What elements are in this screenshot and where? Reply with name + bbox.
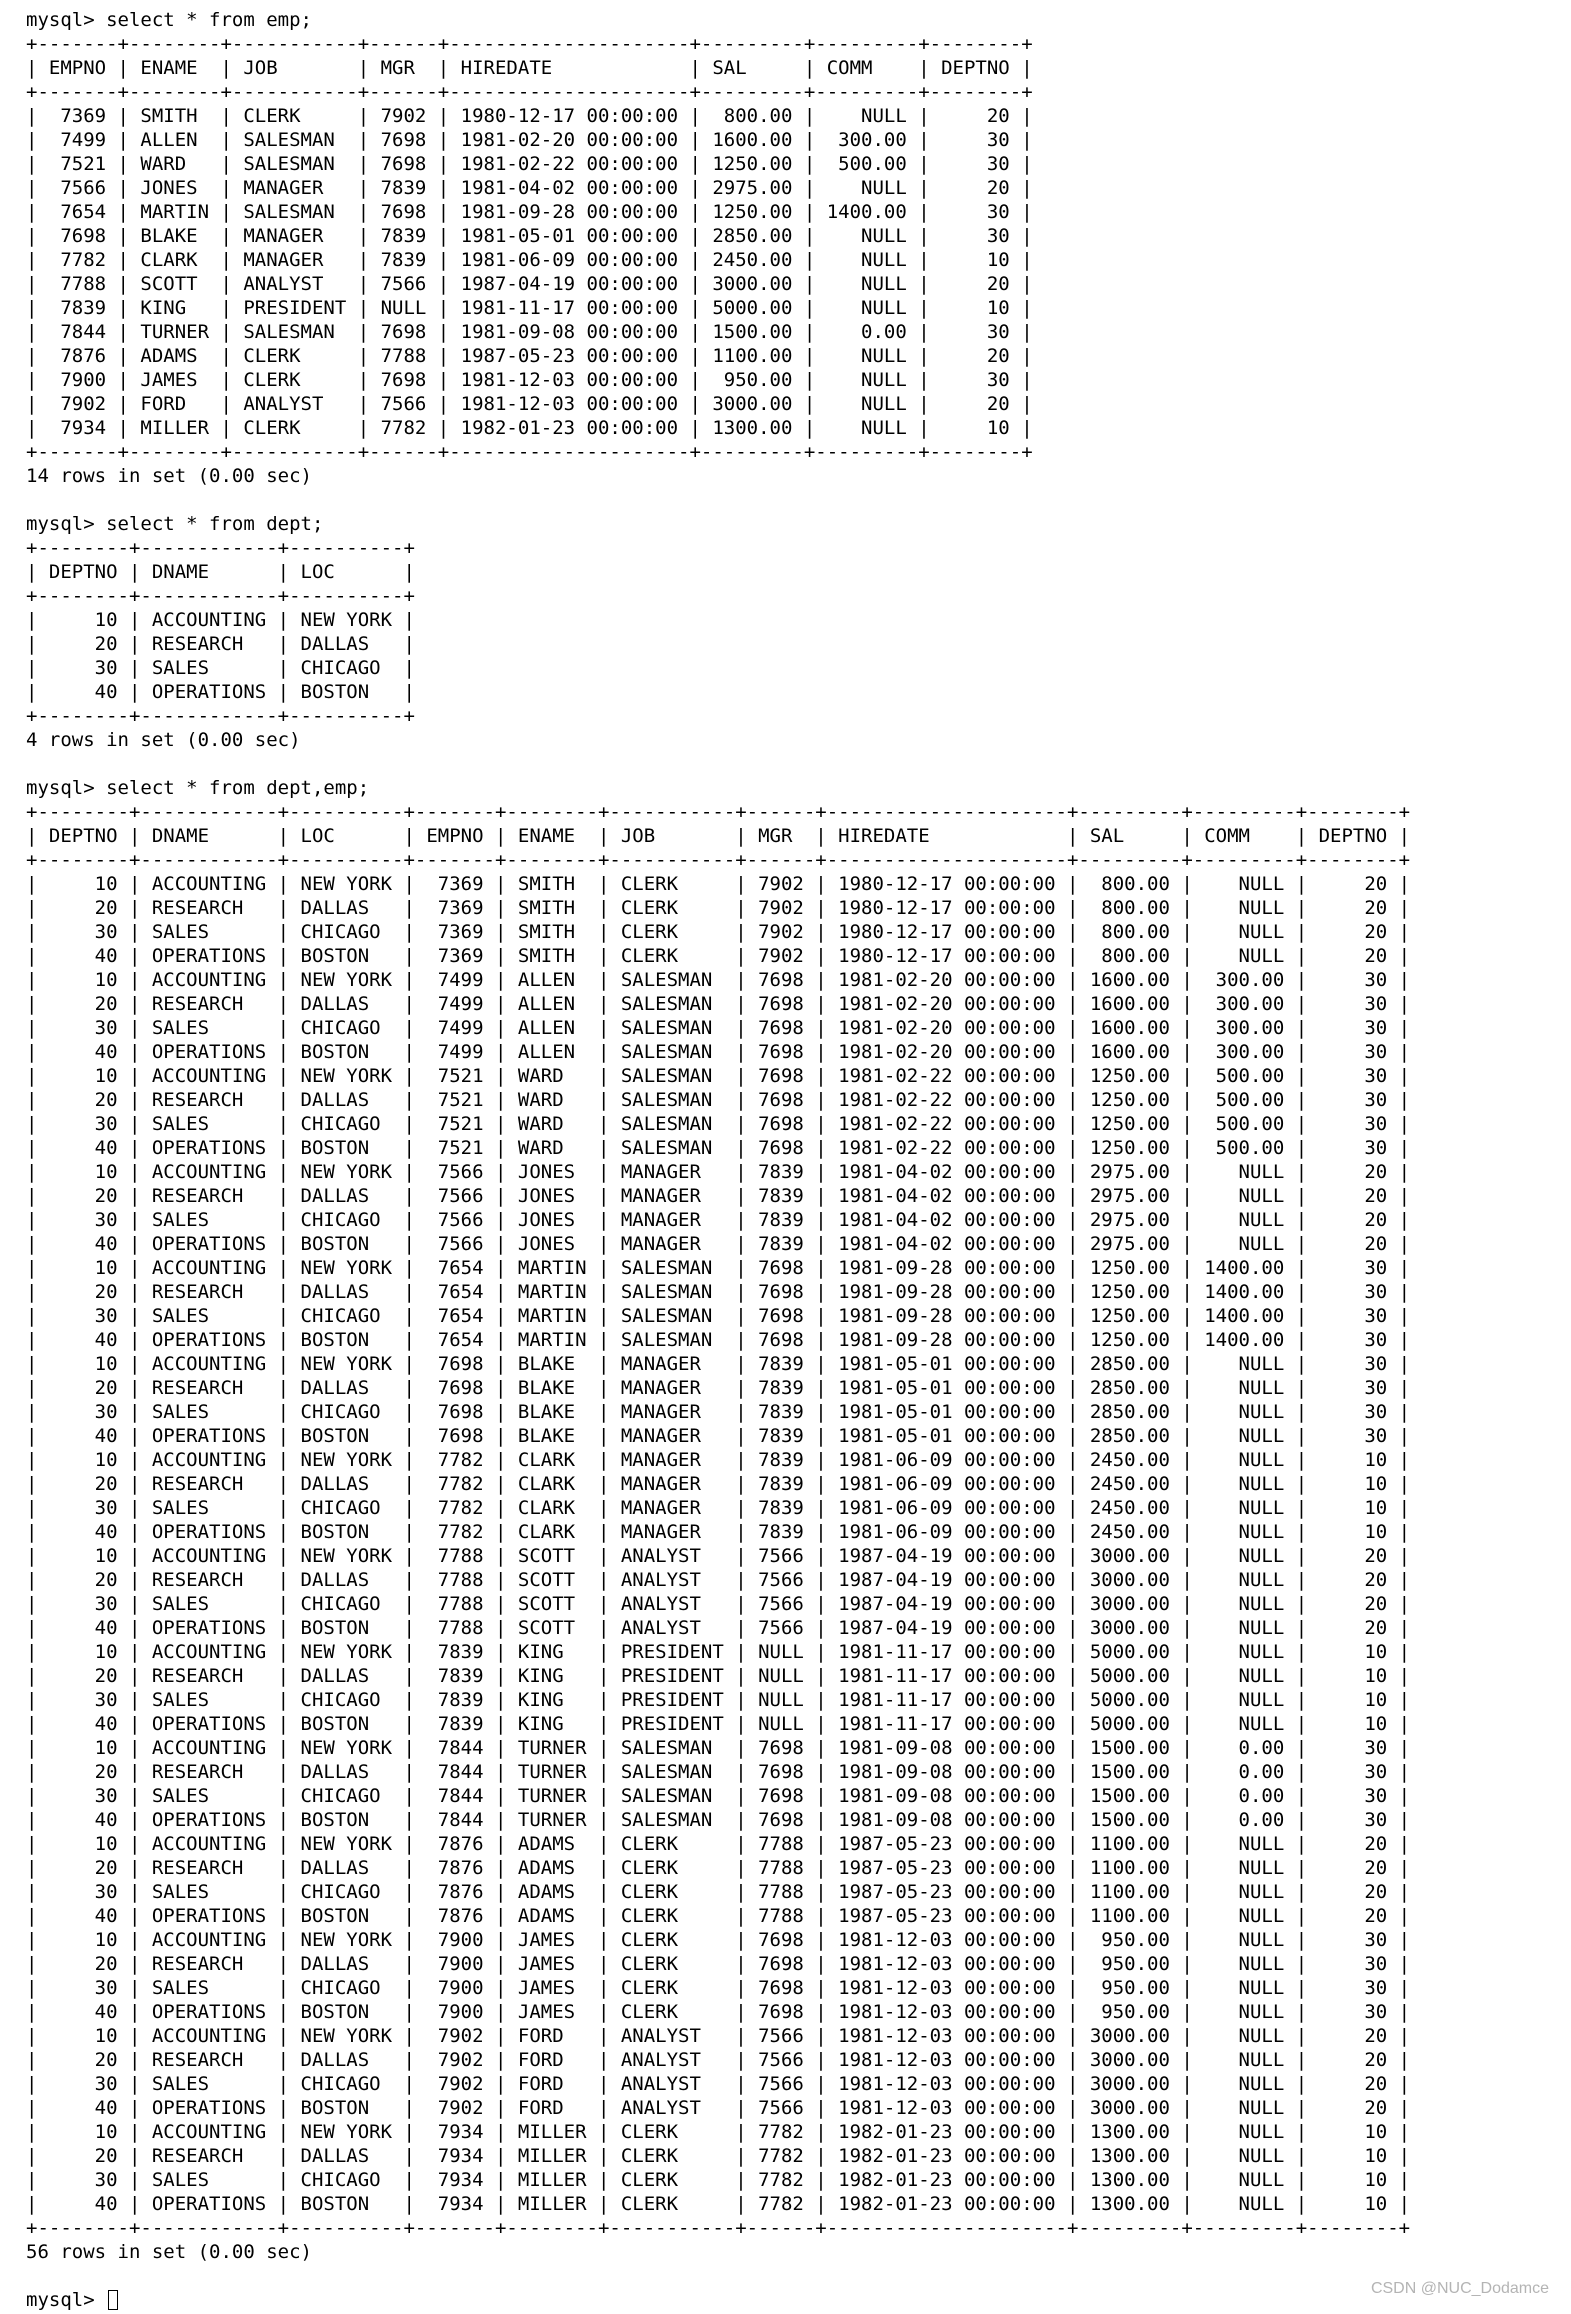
blank-line (26, 752, 1571, 776)
table-border: +--------+------------+----------+-------+--------+-----------+------+---------------------+---------+---------+--------+ (26, 801, 1411, 823)
table-row: | 40 | OPERATIONS | BOSTON | 7499 | ALLEN | SALESMAN | 7698 | 1981-02-20 00:00:00 | 1600.00 | 300.00 | 30 | (26, 1041, 1411, 1063)
table-row: | 30 | SALES | CHICAGO | 7369 | SMITH | CLERK | 7902 | 1980-12-17 00:00:00 | 800.00 | NULL | 20 | (26, 921, 1411, 943)
table-row: | 7654 | MARTIN | SALESMAN | 7698 | 1981-09-28 00:00:00 | 1250.00 | 1400.00 | 30 | (26, 201, 1033, 223)
table-row: | 30 | SALES | CHICAGO | (26, 657, 415, 679)
table-row: | 30 | SALES | CHICAGO | 7876 | ADAMS | CLERK | 7788 | 1987-05-23 00:00:00 | 1100.00 | NULL | 20 | (26, 1881, 1411, 1903)
table-row: | 7934 | MILLER | CLERK | 7782 | 1982-01-23 00:00:00 | 1300.00 | NULL | 10 | (26, 417, 1033, 439)
table-row: | 7844 | TURNER | SALESMAN | 7698 | 1981-09-08 00:00:00 | 1500.00 | 0.00 | 30 | (26, 321, 1033, 343)
table-row: | 20 | RESEARCH | DALLAS | 7698 | BLAKE | MANAGER | 7839 | 1981-05-01 00:00:00 | 2850.00 | NULL | 30 | (26, 1377, 1411, 1399)
table-row: | 7782 | CLARK | MANAGER | 7839 | 1981-06-09 00:00:00 | 2450.00 | NULL | 10 | (26, 249, 1033, 271)
table-border: +--------+------------+----------+-------+--------+-----------+------+---------------------+---------+---------+--------+ (26, 2217, 1411, 2239)
table-row: | 10 | ACCOUNTING | NEW YORK | 7369 | SMITH | CLERK | 7902 | 1980-12-17 00:00:00 | 800.00 | NULL | 20 | (26, 873, 1411, 895)
table-row: | 7521 | WARD | SALESMAN | 7698 | 1981-02-22 00:00:00 | 1250.00 | 500.00 | 30 | (26, 153, 1033, 175)
table-row: | 40 | OPERATIONS | BOSTON | 7902 | FORD | ANALYST | 7566 | 1981-12-03 00:00:00 | 3000.00 | NULL | 20 | (26, 2097, 1411, 2119)
table-row: | 40 | OPERATIONS | BOSTON | 7698 | BLAKE | MANAGER | 7839 | 1981-05-01 00:00:00 | 2850.00 | NULL | 30 | (26, 1425, 1411, 1447)
table-row: | 20 | RESEARCH | DALLAS | 7876 | ADAMS | CLERK | 7788 | 1987-05-23 00:00:00 | 1100.00 | NULL | 20 | (26, 1857, 1411, 1879)
table-border: +--------+------------+----------+ (26, 585, 415, 607)
table-row: | 10 | ACCOUNTING | NEW YORK | 7900 | JAMES | CLERK | 7698 | 1981-12-03 00:00:00 | 950.00 | NULL | 30 | (26, 1929, 1411, 1951)
table-row: | 20 | RESEARCH | DALLAS | 7499 | ALLEN | SALESMAN | 7698 | 1981-02-20 00:00:00 | 1600.00 | 300.00 | 30 | (26, 993, 1411, 1015)
table-row: | 10 | ACCOUNTING | NEW YORK | 7521 | WARD | SALESMAN | 7698 | 1981-02-22 00:00:00 | 1250.00 | 500.00 | 30 | (26, 1065, 1411, 1087)
table-row: | 7698 | BLAKE | MANAGER | 7839 | 1981-05-01 00:00:00 | 2850.00 | NULL | 30 | (26, 225, 1033, 247)
table-row: | 10 | ACCOUNTING | NEW YORK | 7499 | ALLEN | SALESMAN | 7698 | 1981-02-20 00:00:00 | 1600.00 | 300.00 | 30 | (26, 969, 1411, 991)
table-row: | 40 | OPERATIONS | BOSTON | 7788 | SCOTT | ANALYST | 7566 | 1987-04-19 00:00:00 | 3000.00 | NULL | 20 | (26, 1617, 1411, 1639)
table-row: | 30 | SALES | CHICAGO | 7654 | MARTIN | SALESMAN | 7698 | 1981-09-28 00:00:00 | 1250.00 | 1400.00 | 30 | (26, 1305, 1411, 1327)
table-border: +-------+--------+-----------+------+---------------------+---------+---------+--------+ (26, 81, 1033, 103)
table-row: | 40 | OPERATIONS | BOSTON | 7839 | KING | PRESIDENT | NULL | 1981-11-17 00:00:00 | 5000.00 | NULL | 10 | (26, 1713, 1411, 1735)
table-row: | 30 | SALES | CHICAGO | 7839 | KING | PRESIDENT | NULL | 1981-11-17 00:00:00 | 5000.00 | NULL | 10 | (26, 1689, 1411, 1711)
watermark: CSDN @NUC_Dodamce (1370, 2280, 1549, 2297)
table-row: | 40 | OPERATIONS | BOSTON | 7521 | WARD | SALESMAN | 7698 | 1981-02-22 00:00:00 | 1250.00 | 500.00 | 30 | (26, 1137, 1411, 1159)
table-row: | 10 | ACCOUNTING | NEW YORK | 7844 | TURNER | SALESMAN | 7698 | 1981-09-08 00:00:00 | 1500.00 | 0.00 | 30 | (26, 1737, 1411, 1759)
blank-line (26, 2264, 1571, 2288)
table-row: | 10 | ACCOUNTING | NEW YORK | 7566 | JONES | MANAGER | 7839 | 1981-04-02 00:00:00 | 2975.00 | NULL | 20 | (26, 1161, 1411, 1183)
table-row: | 10 | ACCOUNTING | NEW YORK | 7698 | BLAKE | MANAGER | 7839 | 1981-05-01 00:00:00 | 2850.00 | NULL | 30 | (26, 1353, 1411, 1375)
table-row: | 30 | SALES | CHICAGO | 7698 | BLAKE | MANAGER | 7839 | 1981-05-01 00:00:00 | 2850.00 | NULL | 30 | (26, 1401, 1411, 1423)
table-row: | 10 | ACCOUNTING | NEW YORK | 7902 | FORD | ANALYST | 7566 | 1981-12-03 00:00:00 | 3000.00 | NULL | 20 | (26, 2025, 1411, 2047)
table-row: | 30 | SALES | CHICAGO | 7566 | JONES | MANAGER | 7839 | 1981-04-02 00:00:00 | 2975.00 | NULL | 20 | (26, 1209, 1411, 1231)
table-row: | 20 | RESEARCH | DALLAS | 7521 | WARD | SALESMAN | 7698 | 1981-02-22 00:00:00 | 1250.00 | 500.00 | 30 | (26, 1089, 1411, 1111)
table-row: | 40 | OPERATIONS | BOSTON | 7876 | ADAMS | CLERK | 7788 | 1987-05-23 00:00:00 | 1100.00 | NULL | 20 | (26, 1905, 1411, 1927)
result-summary: 4 rows in set (0.00 sec) (26, 729, 301, 751)
table-row: | 20 | RESEARCH | DALLAS | 7839 | KING | PRESIDENT | NULL | 1981-11-17 00:00:00 | 5000.00 | NULL | 10 | (26, 1665, 1411, 1687)
table-row: | 7839 | KING | PRESIDENT | NULL | 1981-11-17 00:00:00 | 5000.00 | NULL | 10 | (26, 297, 1033, 319)
table-row: | 20 | RESEARCH | DALLAS | 7566 | JONES | MANAGER | 7839 | 1981-04-02 00:00:00 | 2975.00 | NULL | 20 | (26, 1185, 1411, 1207)
terminal-output[interactable] (26, 8, 1571, 2312)
sql-command-line: mysql> select * from emp; (26, 9, 312, 31)
table-row: | 7369 | SMITH | CLERK | 7902 | 1980-12-17 00:00:00 | 800.00 | NULL | 20 | (26, 105, 1033, 127)
sql-command-line: mysql> select * from dept; (26, 513, 324, 535)
result-summary: 56 rows in set (0.00 sec) (26, 2241, 312, 2263)
table-row: | 40 | OPERATIONS | BOSTON | 7934 | MILLER | CLERK | 7782 | 1982-01-23 00:00:00 | 1300.00 | NULL | 10 | (26, 2193, 1411, 2215)
table-row: | 20 | RESEARCH | DALLAS | (26, 633, 415, 655)
table-row: | 30 | SALES | CHICAGO | 7902 | FORD | ANALYST | 7566 | 1981-12-03 00:00:00 | 3000.00 | NULL | 20 | (26, 2073, 1411, 2095)
table-header-row: | DEPTNO | DNAME | LOC | (26, 561, 415, 583)
result-summary: 14 rows in set (0.00 sec) (26, 465, 312, 487)
table-row: | 40 | OPERATIONS | BOSTON | 7844 | TURNER | SALESMAN | 7698 | 1981-09-08 00:00:00 | 1500.00 | 0.00 | 30 | (26, 1809, 1411, 1831)
table-row: | 7876 | ADAMS | CLERK | 7788 | 1987-05-23 00:00:00 | 1100.00 | NULL | 20 | (26, 345, 1033, 367)
text-cursor[interactable] (108, 2290, 118, 2310)
table-row: | 10 | ACCOUNTING | NEW YORK | 7782 | CLARK | MANAGER | 7839 | 1981-06-09 00:00:00 | 2450.00 | NULL | 10 | (26, 1449, 1411, 1471)
table-row: | 10 | ACCOUNTING | NEW YORK | 7839 | KING | PRESIDENT | NULL | 1981-11-17 00:00:00 | 5000.00 | NULL | 10 | (26, 1641, 1411, 1663)
table-row: | 7499 | ALLEN | SALESMAN | 7698 | 1981-02-20 00:00:00 | 1600.00 | 300.00 | 30 | (26, 129, 1033, 151)
blank-line (26, 488, 1571, 512)
table-row: | 20 | RESEARCH | DALLAS | 7934 | MILLER | CLERK | 7782 | 1982-01-23 00:00:00 | 1300.00 | NULL | 10 | (26, 2145, 1411, 2167)
table-header-row: | EMPNO | ENAME | JOB | MGR | HIREDATE | SAL | COMM | DEPTNO | (26, 57, 1033, 79)
table-row: | 10 | ACCOUNTING | NEW YORK | 7876 | ADAMS | CLERK | 7788 | 1987-05-23 00:00:00 | 1100.00 | NULL | 20 | (26, 1833, 1411, 1855)
table-row: | 10 | ACCOUNTING | NEW YORK | 7934 | MILLER | CLERK | 7782 | 1982-01-23 00:00:00 | 1300.00 | NULL | 10 | (26, 2121, 1411, 2143)
table-row: | 10 | ACCOUNTING | NEW YORK | 7654 | MARTIN | SALESMAN | 7698 | 1981-09-28 00:00:00 | 1250.00 | 1400.00 | 30 | (26, 1257, 1411, 1279)
table-row: | 20 | RESEARCH | DALLAS | 7782 | CLARK | MANAGER | 7839 | 1981-06-09 00:00:00 | 2450.00 | NULL | 10 | (26, 1473, 1411, 1495)
table-row: | 7902 | FORD | ANALYST | 7566 | 1981-12-03 00:00:00 | 3000.00 | NULL | 20 | (26, 393, 1033, 415)
table-row: | 7788 | SCOTT | ANALYST | 7566 | 1987-04-19 00:00:00 | 3000.00 | NULL | 20 | (26, 273, 1033, 295)
table-border: +--------+------------+----------+ (26, 537, 415, 559)
table-row: | 20 | RESEARCH | DALLAS | 7369 | SMITH | CLERK | 7902 | 1980-12-17 00:00:00 | 800.00 | NULL | 20 | (26, 897, 1411, 919)
table-row: | 20 | RESEARCH | DALLAS | 7844 | TURNER | SALESMAN | 7698 | 1981-09-08 00:00:00 | 1500.00 | 0.00 | 30 | (26, 1761, 1411, 1783)
table-row: | 40 | OPERATIONS | BOSTON | 7369 | SMITH | CLERK | 7902 | 1980-12-17 00:00:00 | 800.00 | NULL | 20 | (26, 945, 1411, 967)
table-border: +-------+--------+-----------+------+---------------------+---------+---------+--------+ (26, 441, 1033, 463)
table-row: | 7900 | JAMES | CLERK | 7698 | 1981-12-03 00:00:00 | 950.00 | NULL | 30 | (26, 369, 1033, 391)
table-border: +--------+------------+----------+-------+--------+-----------+------+---------------------+---------+---------+--------+ (26, 849, 1411, 871)
table-row: | 7566 | JONES | MANAGER | 7839 | 1981-04-02 00:00:00 | 2975.00 | NULL | 20 | (26, 177, 1033, 199)
table-row: | 30 | SALES | CHICAGO | 7844 | TURNER | SALESMAN | 7698 | 1981-09-08 00:00:00 | 1500.00 | 0.00 | 30 | (26, 1785, 1411, 1807)
table-row: | 30 | SALES | CHICAGO | 7499 | ALLEN | SALESMAN | 7698 | 1981-02-20 00:00:00 | 1600.00 | 300.00 | 30 | (26, 1017, 1411, 1039)
table-header-row: | DEPTNO | DNAME | LOC | EMPNO | ENAME | JOB | MGR | HIREDATE | SAL | COMM | DEPTNO | (26, 825, 1411, 847)
table-row: | 40 | OPERATIONS | BOSTON | 7900 | JAMES | CLERK | 7698 | 1981-12-03 00:00:00 | 950.00 | NULL | 30 | (26, 2001, 1411, 2023)
prompt-line: mysql> (26, 2288, 1571, 2312)
table-row: | 20 | RESEARCH | DALLAS | 7900 | JAMES | CLERK | 7698 | 1981-12-03 00:00:00 | 950.00 | NULL | 30 | (26, 1953, 1411, 1975)
table-border: +--------+------------+----------+ (26, 705, 415, 727)
table-row: | 30 | SALES | CHICAGO | 7934 | MILLER | CLERK | 7782 | 1982-01-23 00:00:00 | 1300.00 | NULL | 10 | (26, 2169, 1411, 2191)
table-border: +-------+--------+-----------+------+---------------------+---------+---------+--------+ (26, 33, 1033, 55)
table-row: | 20 | RESEARCH | DALLAS | 7902 | FORD | ANALYST | 7566 | 1981-12-03 00:00:00 | 3000.00 | NULL | 20 | (26, 2049, 1411, 2071)
table-row: | 30 | SALES | CHICAGO | 7521 | WARD | SALESMAN | 7698 | 1981-02-22 00:00:00 | 1250.00 | 500.00 | 30 | (26, 1113, 1411, 1135)
table-row: | 20 | RESEARCH | DALLAS | 7788 | SCOTT | ANALYST | 7566 | 1987-04-19 00:00:00 | 3000.00 | NULL | 20 | (26, 1569, 1411, 1591)
table-row: | 10 | ACCOUNTING | NEW YORK | 7788 | SCOTT | ANALYST | 7566 | 1987-04-19 00:00:00 | 3000.00 | NULL | 20 | (26, 1545, 1411, 1567)
sql-command-line: mysql> select * from dept,emp; (26, 777, 370, 799)
table-row: | 10 | ACCOUNTING | NEW YORK | (26, 609, 415, 631)
table-row: | 30 | SALES | CHICAGO | 7788 | SCOTT | ANALYST | 7566 | 1987-04-19 00:00:00 | 3000.00 | NULL | 20 | (26, 1593, 1411, 1615)
table-row: | 40 | OPERATIONS | BOSTON | 7566 | JONES | MANAGER | 7839 | 1981-04-02 00:00:00 | 2975.00 | NULL | 20 | (26, 1233, 1411, 1255)
table-row: | 20 | RESEARCH | DALLAS | 7654 | MARTIN | SALESMAN | 7698 | 1981-09-28 00:00:00 | 1250.00 | 1400.00 | 30 | (26, 1281, 1411, 1303)
table-row: | 30 | SALES | CHICAGO | 7782 | CLARK | MANAGER | 7839 | 1981-06-09 00:00:00 | 2450.00 | NULL | 10 | (26, 1497, 1411, 1519)
table-row: | 40 | OPERATIONS | BOSTON | 7654 | MARTIN | SALESMAN | 7698 | 1981-09-28 00:00:00 | 1250.00 | 1400.00 | 30 | (26, 1329, 1411, 1351)
table-row: | 30 | SALES | CHICAGO | 7900 | JAMES | CLERK | 7698 | 1981-12-03 00:00:00 | 950.00 | NULL | 30 | (26, 1977, 1411, 1999)
table-row: | 40 | OPERATIONS | BOSTON | (26, 681, 415, 703)
table-row: | 40 | OPERATIONS | BOSTON | 7782 | CLARK | MANAGER | 7839 | 1981-06-09 00:00:00 | 2450.00 | NULL | 10 | (26, 1521, 1411, 1543)
